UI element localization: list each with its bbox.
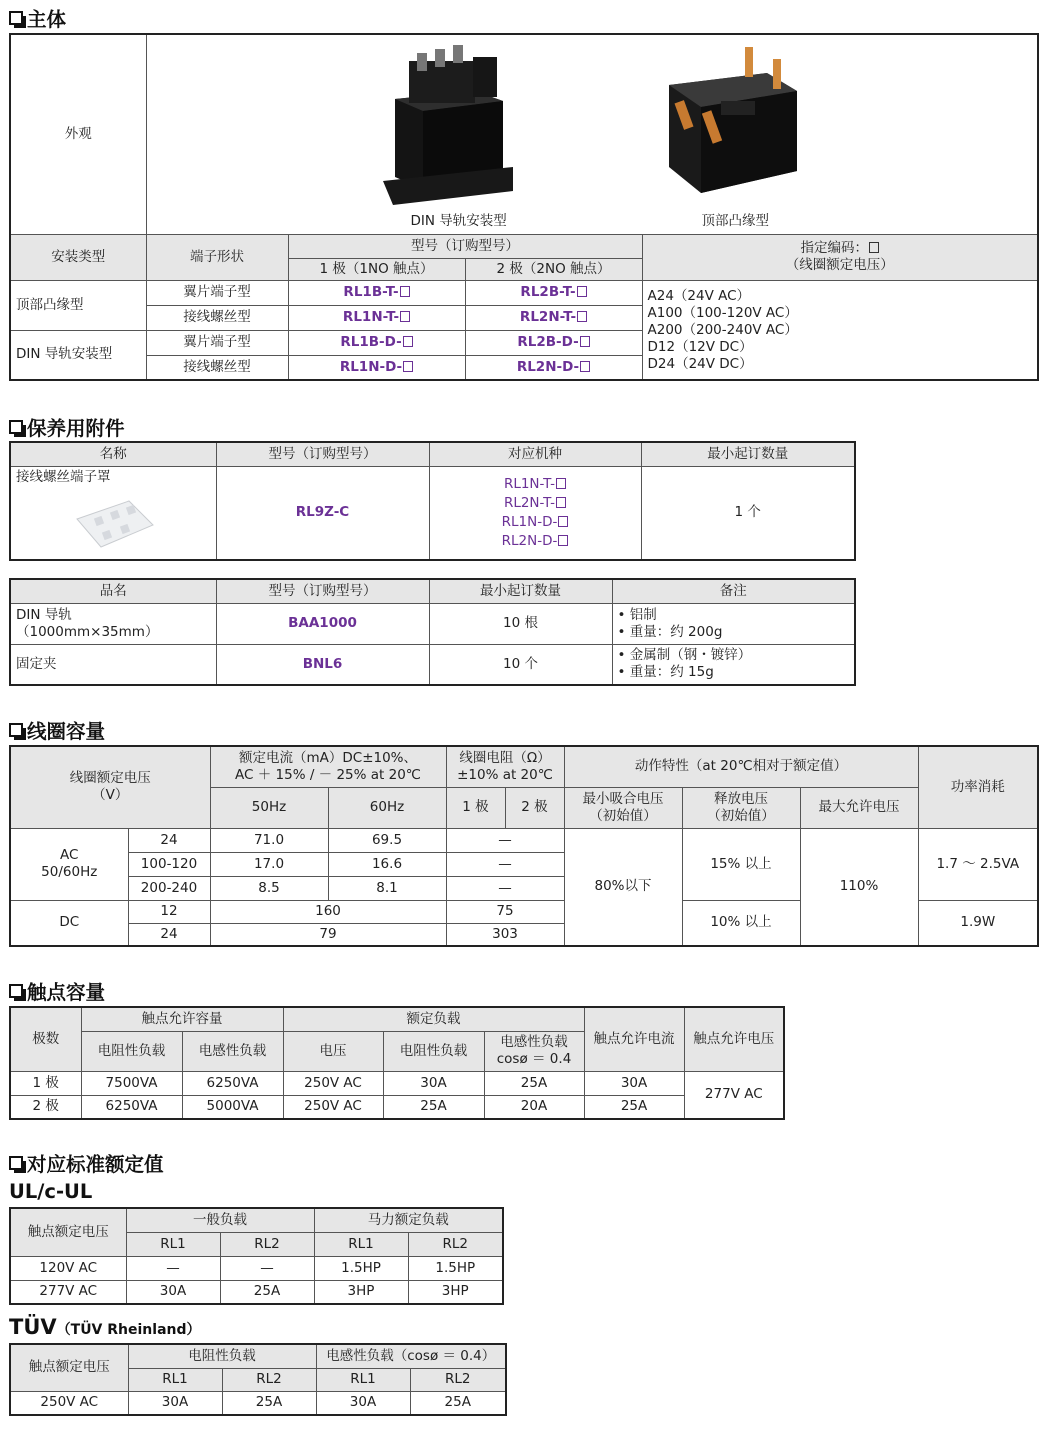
ac-label: [10, 828, 128, 900]
note-line: • 金属制（钢・镀锌）: [617, 647, 752, 664]
header-product-name: 品名: [10, 579, 216, 603]
power-dc: 1.9W: [918, 900, 1038, 946]
section-title-text: 线圈容量: [27, 720, 106, 743]
placeholder-box: [400, 286, 410, 297]
coil-table: [9, 745, 1039, 947]
rated-voltage: 250V AC: [283, 1095, 383, 1119]
coil-r: 303: [446, 923, 564, 946]
placeholder-box: [556, 478, 566, 489]
ul-value: 3HP: [314, 1280, 408, 1304]
header-contact-voltage: 触点额定电压: [10, 1208, 126, 1256]
header-coil-resistance-text: 线圈电阻（Ω）: [459, 749, 551, 766]
power-ac: 1.7 ～ 2.5VA: [918, 828, 1038, 900]
header-coil-voltage-text: 线圈额定电压: [69, 770, 151, 787]
note-line: • 重量：约 200g: [617, 623, 723, 640]
header-inductive-load: 电感性负载（cosø ＝ 0.4）: [316, 1344, 506, 1368]
model-text: RL2B-T-: [520, 284, 576, 301]
section-title-main: [9, 4, 66, 32]
section-title-text: 保养用附件: [27, 417, 125, 440]
placeholder-box: [869, 242, 879, 253]
coil-r: 75: [446, 900, 564, 923]
model-text: RL1B-D-: [340, 334, 402, 351]
coil-v: 24: [128, 923, 210, 946]
header-release-text: 释放电压: [714, 790, 768, 807]
compat-item: [432, 513, 639, 532]
header-release-sub: （初始值）: [707, 807, 775, 824]
allow-current: 30A: [584, 1071, 684, 1095]
item-model: RL9Z-C: [216, 466, 429, 560]
terminal-screw: 接线螺丝型: [146, 355, 288, 380]
header-pole: 极数: [10, 1007, 81, 1071]
header-rl2: RL2: [220, 1232, 314, 1256]
allow-current: 25A: [584, 1095, 684, 1119]
din-caption: DIN 导轨安装型: [410, 213, 507, 229]
section-box-icon: [9, 723, 23, 737]
header-rl2: RL2: [408, 1232, 503, 1256]
header-50hz: 50Hz: [210, 787, 328, 828]
header-name: 名称: [10, 442, 216, 466]
code-item: A24（24V AC）: [647, 288, 751, 305]
section-title-text: 对应标准额定值: [27, 1153, 164, 1176]
section-box-icon: [9, 984, 23, 998]
header-terminal: 端子形状: [146, 234, 288, 280]
placeholder-box: [577, 311, 587, 322]
model-cell: [465, 280, 642, 305]
header-compat: 对应机种: [429, 442, 641, 466]
coil-c60: 16.6: [328, 852, 446, 876]
header-allow-capacity: 触点允许容量: [81, 1007, 283, 1031]
coil-r: —: [446, 852, 564, 876]
compat-item: [432, 532, 639, 551]
section-title-contact: [9, 977, 105, 1005]
coil-c60: 69.5: [328, 828, 446, 852]
header-model: 型号（订购型号）: [216, 442, 429, 466]
coil-r: —: [446, 876, 564, 900]
tuv-table: [9, 1343, 507, 1416]
compat-item: [432, 494, 639, 513]
model-cell: [288, 305, 465, 330]
header-action: 动作特性（at 20℃相对于额定值）: [564, 746, 918, 787]
appearance-cell: [146, 34, 1038, 234]
placeholder-box: [403, 336, 413, 347]
header-power: 功率消耗: [918, 746, 1038, 828]
header-moq: 最小起订数量: [429, 579, 612, 603]
compat-list: [429, 466, 641, 560]
coil-c: 160: [210, 900, 446, 923]
section-box-icon: [9, 420, 23, 434]
item-name-cell: [10, 466, 216, 560]
header-release: [682, 787, 800, 828]
header-pickup: [564, 787, 682, 828]
din-rail-moq: 10 根: [429, 603, 612, 644]
header-rl2: RL2: [410, 1368, 506, 1391]
din-rail-note: [612, 603, 855, 644]
mount-din: DIN 导轨安装型: [10, 330, 146, 380]
note-line: • 重量：约 15g: [617, 664, 714, 681]
din-rail-model: BAA1000: [216, 603, 429, 644]
mount-top-flange: 顶部凸缘型: [10, 280, 146, 330]
ul-value: —: [220, 1256, 314, 1280]
header-model: 型号（订购型号）: [216, 579, 429, 603]
rated-inductive: 20A: [484, 1095, 584, 1119]
header-coil-resistance: [446, 746, 564, 787]
coil-v: 12: [128, 900, 210, 923]
code-item: D12（12V DC）: [647, 339, 753, 356]
item-moq: 1 个: [641, 466, 855, 560]
header-coil-voltage: [10, 746, 210, 828]
model-text: RL2N-T-: [519, 309, 577, 326]
header-rated-current-sub: AC ＋ 15% / － 25% at 20℃: [235, 766, 421, 783]
placeholder-box: [580, 336, 590, 347]
terminal-screw: 接线螺丝型: [146, 305, 288, 330]
header-code-sub: （线圈额定电压）: [785, 257, 894, 273]
coil-c50: 71.0: [210, 828, 328, 852]
model-cell: [465, 305, 642, 330]
main-table: [9, 33, 1039, 381]
placeholder-box: [403, 361, 413, 372]
appearance-label: 外观: [10, 34, 146, 234]
header-hp-load: 马力额定负载: [314, 1208, 503, 1232]
header-inductive-load-text: 电感性负载: [500, 1034, 568, 1051]
section-box-icon: [9, 1156, 23, 1170]
header-contact-voltage: 触点额定电压: [10, 1344, 128, 1391]
header-allow-current: 触点允许电流: [584, 1007, 684, 1071]
clip-name: 固定夹: [10, 644, 216, 685]
header-rl1: RL1: [128, 1368, 222, 1391]
coil-v: 24: [128, 828, 210, 852]
rated-resistive: 25A: [383, 1095, 484, 1119]
header-resistive-load: 电阻性负载: [383, 1031, 484, 1071]
code-item: D24（24V DC）: [647, 356, 753, 373]
header-mount-type: 安装类型: [10, 234, 146, 280]
terminal-tab: 翼片端子型: [146, 280, 288, 305]
compat-item: [432, 475, 639, 494]
header-resistive-load: 电阻性负载: [128, 1344, 316, 1368]
coil-c50: 8.5: [210, 876, 328, 900]
header-rl2: RL2: [222, 1368, 316, 1391]
compat-text: RL1N-T-: [503, 475, 556, 492]
din-relay-image: [383, 39, 513, 205]
allow-inductive: 6250VA: [182, 1071, 283, 1095]
header-moq: 最小起订数量: [641, 442, 855, 466]
tuv-title-text: TÜV: [9, 1315, 57, 1339]
section-title-standards: [9, 1149, 164, 1177]
header-rl1: RL1: [126, 1232, 220, 1256]
model-cell: [288, 330, 465, 355]
ul-value: —: [126, 1256, 220, 1280]
coil-c60: 8.1: [328, 876, 446, 900]
release-dc: 10% 以上: [682, 900, 800, 946]
compat-text: RL2N-D-: [501, 532, 558, 549]
header-2pole: 2 极（2NO 触点）: [465, 258, 642, 280]
ul-value: 30A: [126, 1280, 220, 1304]
flange-caption: 顶部凸缘型: [701, 213, 769, 229]
placeholder-box: [556, 497, 566, 508]
compat-text: RL2N-T-: [503, 494, 556, 511]
model-cell: [465, 330, 642, 355]
coil-v: 100-120: [128, 852, 210, 876]
dc-label: DC: [10, 900, 128, 946]
model-cell: [465, 355, 642, 380]
tuv-value: 25A: [222, 1391, 316, 1415]
note-line: • 铝制: [617, 606, 657, 623]
din-accessory-table: [9, 578, 856, 686]
header-pickup-text: 最小吸合电压: [582, 790, 664, 807]
header-60hz: 60Hz: [328, 787, 446, 828]
clip-model: BNL6: [216, 644, 429, 685]
din-rail-size: （1000mm×35mm）: [16, 623, 159, 640]
rated-inductive: 25A: [484, 1071, 584, 1095]
allow-resistive: 7500VA: [81, 1071, 182, 1095]
ul-table: [9, 1207, 504, 1305]
clip-moq: 10 个: [429, 644, 612, 685]
tuv-voltage: 250V AC: [10, 1391, 128, 1415]
placeholder-box: [400, 311, 410, 322]
header-rated-load: 额定负载: [283, 1007, 584, 1031]
header-rl1: RL1: [316, 1368, 410, 1391]
header-inductive-load-cos: cosø ＝ 0.4: [496, 1051, 572, 1067]
rated-voltage: 250V AC: [283, 1071, 383, 1095]
ul-title: UL/c-UL: [9, 1180, 93, 1203]
coil-v: 200-240: [128, 876, 210, 900]
ac-label-freq: 50/60Hz: [41, 864, 98, 880]
pickup-value: 80%以下: [564, 828, 682, 946]
allow-inductive: 5000VA: [182, 1095, 283, 1119]
placeholder-box: [558, 535, 568, 546]
ac-label-text: AC: [60, 847, 79, 864]
code-list: [642, 280, 1038, 380]
ul-voltage: 120V AC: [10, 1256, 126, 1280]
allow-voltage: 277V AC: [684, 1071, 784, 1119]
pole: 2 极: [10, 1095, 81, 1119]
ul-value: 25A: [220, 1280, 314, 1304]
header-general-load: 一般负载: [126, 1208, 314, 1232]
max-voltage-value: 110%: [800, 828, 918, 946]
din-rail-name: [10, 603, 216, 644]
rated-resistive: 30A: [383, 1071, 484, 1095]
header-pickup-sub: （初始值）: [589, 807, 657, 824]
header-rated-current: [210, 746, 446, 787]
flange-relay-image: [657, 43, 807, 203]
code-item: A100（100-120V AC）: [647, 305, 798, 322]
header-rated-current-text: 额定电流（mA）DC±10%、: [238, 749, 418, 766]
header-max-voltage: 最大允许电压: [800, 787, 918, 828]
compat-text: RL1N-D-: [501, 513, 558, 530]
model-text: RL2B-D-: [517, 334, 579, 351]
placeholder-box: [577, 286, 587, 297]
header-inductive: 电感性负载: [182, 1031, 283, 1071]
ul-value: 1.5HP: [408, 1256, 503, 1280]
header-note: 备注: [612, 579, 855, 603]
header-coil-resistance-sub: ±10% at 20℃: [457, 766, 553, 783]
release-ac: 15% 以上: [682, 828, 800, 900]
model-cell: [288, 280, 465, 305]
contact-table: [9, 1006, 785, 1120]
tuv-title: [9, 1315, 201, 1339]
coil-r: —: [446, 828, 564, 852]
terminal-tab: 翼片端子型: [146, 330, 288, 355]
header-code-text: 指定编码：: [800, 240, 868, 257]
header-model: 型号（订购型号）: [288, 234, 642, 258]
header-inductive-load: [484, 1031, 584, 1071]
header-code: [642, 234, 1038, 280]
header-allow-voltage: 触点允许电压: [684, 1007, 784, 1071]
section-box-icon: [9, 11, 23, 25]
tuv-value: 30A: [316, 1391, 410, 1415]
ul-value: 1.5HP: [314, 1256, 408, 1280]
header-1pole: 1 极: [446, 787, 505, 828]
din-rail-name-text: DIN 导轨: [16, 606, 72, 623]
section-title-text: 触点容量: [27, 981, 106, 1004]
header-resistive: 电阻性负载: [81, 1031, 182, 1071]
tuv-value: 25A: [410, 1391, 506, 1415]
section-title-accessories: [9, 413, 125, 441]
allow-resistive: 6250VA: [81, 1095, 182, 1119]
placeholder-box: [580, 361, 590, 372]
section-title-coil: [9, 716, 105, 744]
model-text: RL1N-D-: [339, 358, 403, 375]
model-text: RL1B-T-: [343, 284, 399, 301]
placeholder-box: [558, 516, 568, 527]
model-text: RL2N-D-: [516, 358, 580, 375]
section-title-text: 主体: [27, 8, 67, 31]
header-1pole: 1 极（1NO 触点）: [288, 258, 465, 280]
ul-value: 3HP: [408, 1280, 503, 1304]
header-coil-voltage-unit: （V）: [92, 787, 129, 804]
coil-c50: 17.0: [210, 852, 328, 876]
ul-voltage: 277V AC: [10, 1280, 126, 1304]
header-2pole: 2 极: [505, 787, 564, 828]
tuv-title-sub: （TÜV Rheinland）: [56, 1322, 201, 1338]
item-name: 接线螺丝端子罩: [16, 468, 111, 485]
accessory-table: [9, 441, 856, 561]
tuv-value: 30A: [128, 1391, 222, 1415]
header-voltage: 电压: [283, 1031, 383, 1071]
model-text: RL1N-T-: [342, 309, 400, 326]
clip-note: [612, 644, 855, 685]
header-rl1: RL1: [314, 1232, 408, 1256]
terminal-cover-image: [73, 495, 155, 553]
coil-c: 79: [210, 923, 446, 946]
code-item: A200（200-240V AC）: [647, 322, 798, 339]
pole: 1 极: [10, 1071, 81, 1095]
model-cell: [288, 355, 465, 380]
